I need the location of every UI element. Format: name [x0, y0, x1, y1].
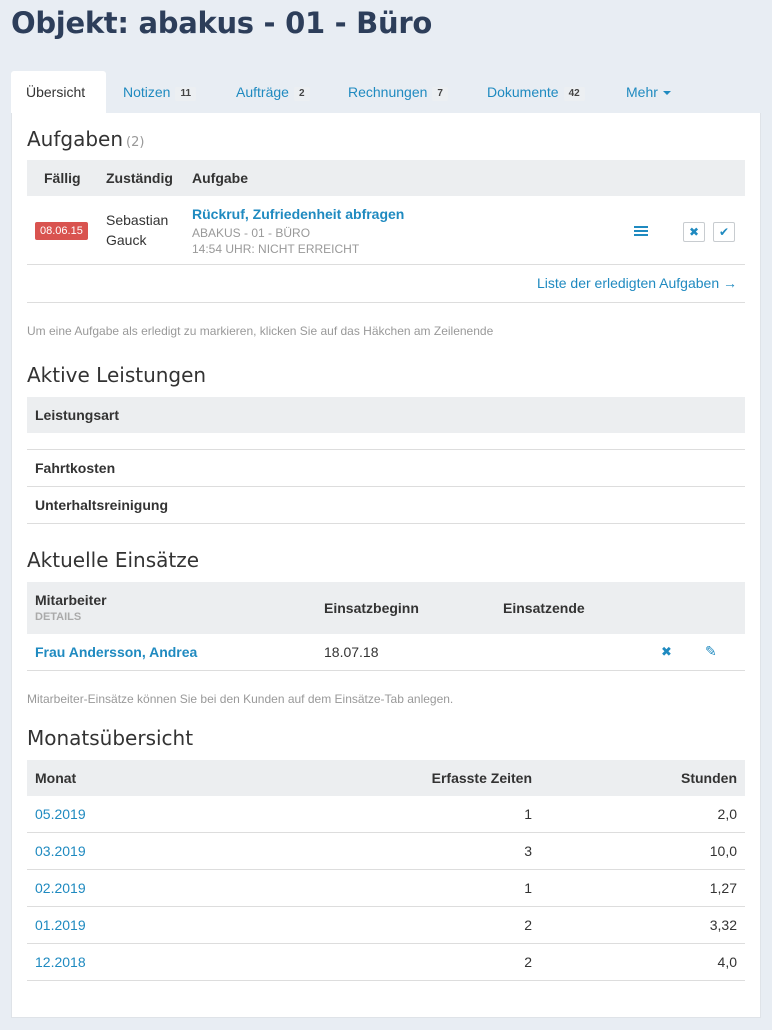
- employee-link[interactable]: Frau Andersson, Andrea: [35, 644, 198, 660]
- tasks-hint: Um eine Aufgabe als erledigt zu markieren, klicken Sie auf das Häkchen am Zeilenende: [27, 324, 494, 338]
- service-name: Fahrtkosten: [35, 460, 116, 476]
- tab-label: Notizen: [123, 84, 171, 100]
- entries-count: 2: [524, 954, 532, 970]
- due-date-badge: 08.06.15: [35, 222, 88, 240]
- table-row: [27, 833, 745, 870]
- tasks-count: (2): [126, 135, 145, 150]
- table-row: [27, 944, 745, 981]
- month-link[interactable]: 03.2019: [35, 843, 86, 859]
- details-list-icon[interactable]: [634, 226, 648, 236]
- list-item: [27, 450, 745, 487]
- col-stunden: Stunden: [681, 770, 737, 786]
- monthly-section-title: Monatsübersicht: [27, 726, 194, 750]
- tab-label: Mehr: [626, 84, 658, 100]
- col-leistungsart: Leistungsart: [35, 407, 120, 423]
- tab-label: Dokumente: [487, 84, 559, 100]
- table-row: [27, 634, 745, 671]
- hours-value: 10,0: [709, 843, 737, 859]
- table-row: [27, 870, 745, 907]
- edit-icon[interactable]: ✎: [705, 643, 717, 659]
- delete-icon[interactable]: ✖: [661, 644, 672, 659]
- entries-count: 1: [524, 806, 532, 822]
- tab-label: Aufträge: [236, 84, 289, 100]
- tab-label: Übersicht: [26, 84, 86, 100]
- tab-count-badge: 11: [175, 87, 196, 101]
- service-name: Unterhaltsreinigung: [35, 497, 169, 513]
- col-details: DETAILS: [35, 611, 82, 623]
- task-note: 14:54 UHR: NICHT ERREICHT: [192, 242, 360, 256]
- tab-auftraege[interactable]: [236, 71, 310, 113]
- monthly-table-header: [27, 760, 745, 796]
- assignments-table-header: [27, 582, 745, 634]
- tab-mehr-dropdown[interactable]: [626, 71, 671, 113]
- col-mitarbeiter: Mitarbeiter: [35, 592, 107, 608]
- assignments-hint: Mitarbeiter-Einsätze können Sie bei den Kunden auf dem Einsätze-Tab anlegen.: [27, 692, 454, 706]
- assignee-first: Sebastian: [106, 212, 169, 228]
- tasks-section-title: [27, 127, 144, 151]
- table-row: [27, 907, 745, 944]
- tab-count-badge: 7: [432, 87, 448, 101]
- tab-uebersicht[interactable]: [11, 71, 106, 113]
- done-link-row: [27, 265, 745, 303]
- hours-value: 3,32: [709, 917, 737, 933]
- page-title: Objekt: abakus - 01 - Büro: [11, 6, 432, 40]
- tab-dokumente[interactable]: [487, 71, 585, 113]
- list-item: [27, 487, 745, 524]
- main-panel: [11, 113, 761, 1018]
- hours-value: 4,0: [717, 954, 737, 970]
- close-icon[interactable]: ✖: [683, 222, 705, 242]
- services-section-title: Aktive Leistungen: [27, 363, 207, 387]
- tab-count-badge: 2: [294, 87, 310, 101]
- hours-value: 1,27: [709, 880, 737, 896]
- month-link[interactable]: 05.2019: [35, 806, 86, 822]
- task-title-link[interactable]: Rückruf, Zufriedenheit abfragen: [192, 206, 405, 222]
- table-row: [27, 796, 745, 833]
- month-link[interactable]: 12.2018: [35, 954, 86, 970]
- tasks-table-header: [27, 160, 745, 196]
- tab-rechnungen[interactable]: [348, 71, 448, 113]
- task-object: ABAKUS - 01 - BÜRO: [192, 226, 311, 240]
- entries-count: 3: [524, 843, 532, 859]
- tab-bar: [11, 71, 761, 113]
- col-einsatzende: Einsatzende: [503, 600, 585, 616]
- tab-notizen[interactable]: [123, 71, 196, 113]
- services-table-header: [27, 397, 745, 433]
- col-einsatzbeginn: Einsatzbeginn: [324, 600, 419, 616]
- hours-value: 2,0: [717, 806, 737, 822]
- done-tasks-link[interactable]: Liste der erledigten Aufgaben →: [536, 275, 737, 291]
- tasks-title-text: Aufgaben: [27, 127, 124, 151]
- table-row: [27, 196, 745, 265]
- col-zustaendig: Zuständig: [106, 170, 173, 186]
- assignment-start: 18.07.18: [324, 644, 379, 660]
- check-icon[interactable]: ✔: [713, 222, 735, 242]
- col-aufgabe: Aufgabe: [192, 170, 248, 186]
- assignments-section-title: Aktuelle Einsätze: [27, 548, 200, 572]
- assignee-last: Gauck: [106, 232, 147, 248]
- entries-count: 1: [524, 880, 532, 896]
- tab-label: Rechnungen: [348, 84, 428, 100]
- col-monat: Monat: [35, 770, 77, 786]
- entries-count: 2: [524, 917, 532, 933]
- services-spacer: [27, 433, 745, 450]
- caret-down-icon: [663, 91, 671, 95]
- month-link[interactable]: 02.2019: [35, 880, 86, 896]
- col-faellig: Fällig: [44, 170, 81, 186]
- month-link[interactable]: 01.2019: [35, 917, 86, 933]
- tab-count-badge: 42: [564, 87, 585, 101]
- col-erfasste-zeiten: Erfasste Zeiten: [431, 770, 532, 786]
